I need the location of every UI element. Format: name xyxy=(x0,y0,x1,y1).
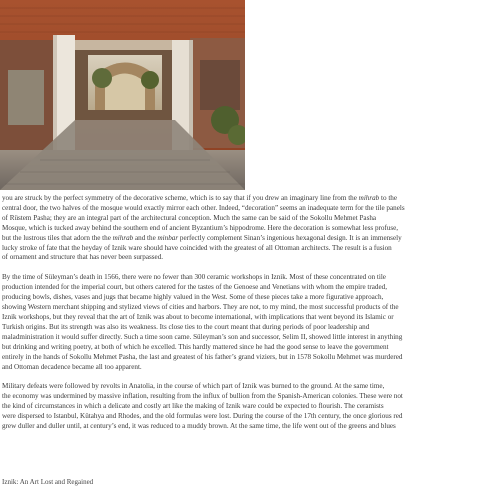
text-line: of ornament and structure that has never been surpassed. xyxy=(2,253,164,262)
text-line: but the lustrous tiles that adorn the the mihrab and the minbar perfectly complement Sinan’s ingenious hexagonal design. It is an immensely xyxy=(2,233,402,242)
paragraph-1 xyxy=(2,194,494,263)
mosque-courtyard-photo xyxy=(0,0,245,190)
text-line: of Rüstem Pasha; they are an integral part of the architectural conception. Much the same can be said of the Sokollu Mehmet Pasha xyxy=(2,213,377,222)
paragraph-3 xyxy=(2,382,494,432)
text-line: you are struck by the perfect symmetry of the decorative scheme, which is to say that if you drew an imaginary line from the mihrab to the xyxy=(2,194,398,202)
text-line: producing bowls, dishes, vases and jugs that became highly valued in the West. Some of these pieces take a more figurative approach, xyxy=(2,293,384,302)
text-line: the kind of circumstances in which a delicate and costly art like the making of Iznik ware could be expected to flourish. The ceramists xyxy=(2,402,384,411)
text-line: central door, the two halves of the mosque would exactly mirror each other. Indeed, “decoration” seems an inadequate term for the tile panels xyxy=(2,203,405,212)
text-line: By the time of Süleyman’s death in 1566, there were no fewer than 300 ceramic workshops in Iznik. Most of these concentrated on tile xyxy=(2,273,386,282)
text-line: showing Western merchant shipping and stylized views of cities and harbors. They are not, to my mind, the most successful products of the xyxy=(2,303,399,312)
text-line: entirely in the hands of Sokollu Mehmet Pasha, the last and greatest of his father’s grand viziers, but in 1578 Sokollu Mehmet was murdered xyxy=(2,352,403,361)
text-line: Mosque, which is tucked away behind the southern end of ancient Byzantium’s hippodrome. Here the decoration is somewhat less profuse, xyxy=(2,223,399,232)
paragraph-2 xyxy=(2,273,494,372)
text-line: grew duller and duller until, at century’s end, it was reduced to a muddy brown. At the same time, the life went out of the greens and blues xyxy=(2,422,396,431)
text-line: but drinking and writing poetry, at both of which he excelled. This hardly mattered since he had the good sense to leave the government xyxy=(2,342,389,351)
text-line: Turkish origins. But its strength was also its weakness. Its close ties to the court meant that during periods of poor leadership and xyxy=(2,322,370,331)
text-line: the economy was undermined by massive inflation, resulting from the influx of bullion from the Spanish-American colonies. These were not xyxy=(2,392,403,401)
text-line: and Ottoman decadence became all too apparent. xyxy=(2,362,142,371)
text-line: Iznik workshops, but they reveal that the art of Iznik was about to become international, with implications that went beyond its Islamic or xyxy=(2,312,394,321)
text-line: Military defeats were followed by revolts in Anatolia, in the course of which part of Iznik was burned to the ground. At the same time, xyxy=(2,382,385,391)
body-text xyxy=(2,194,494,442)
text-line: production intended for the imperial court, but others catered for the tastes of the Genoese and Venetians with whom the empire traded, xyxy=(2,283,387,292)
text-line: lucky stroke of fate that the heyday of Iznik ware should have coincided with the greatest of all Ottoman architects. The result is a fusion xyxy=(2,243,392,252)
text-line: were dispersed to Istanbul, Kütahya and Rhodes, and the old formulas were lost. During the course of the 17th century, the once glorious red xyxy=(2,412,403,421)
text-line: maladministration it would suffer directly. Such a time soon came. Süleyman’s son and successor, Selim II, showed little interest in anything xyxy=(2,332,403,341)
running-footer: Iznik: An Art Lost and Regained xyxy=(2,478,94,486)
